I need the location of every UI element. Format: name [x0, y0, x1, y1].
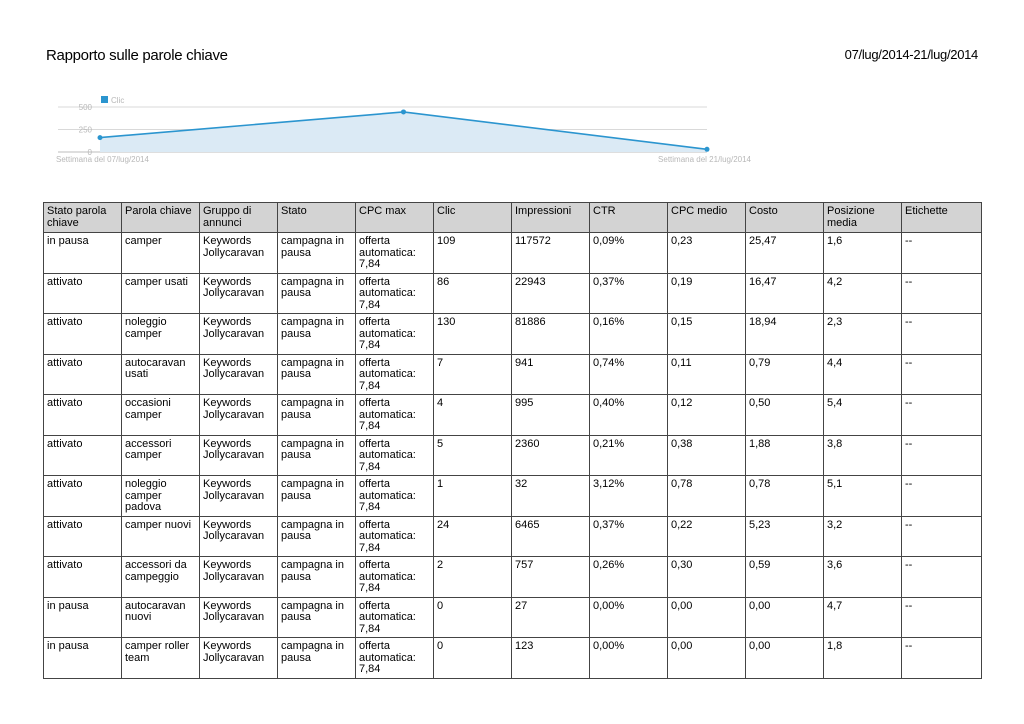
table-cell: 0,00: [668, 638, 746, 679]
table-cell: 0,50: [746, 395, 824, 436]
table-cell: Keywords Jollycaravan: [200, 435, 278, 476]
table-cell: 18,94: [746, 314, 824, 355]
table-cell: --: [902, 395, 982, 436]
table-cell: attivato: [44, 354, 122, 395]
table-cell: 0,21%: [590, 435, 668, 476]
table-cell: campagna in pausa: [278, 395, 356, 436]
y-tick-label: 500: [78, 103, 92, 112]
table-row: [44, 476, 982, 517]
table-cell: 0,22: [668, 516, 746, 557]
table-cell: offerta automatica: 7,84: [356, 354, 434, 395]
table-cell: offerta automatica: 7,84: [356, 435, 434, 476]
clicks-chart: [0, 0, 1024, 190]
table-cell: campagna in pausa: [278, 233, 356, 274]
table-cell: camper nuovi: [122, 516, 200, 557]
table-cell: 0,23: [668, 233, 746, 274]
table-cell: 24: [434, 516, 512, 557]
table-cell: campagna in pausa: [278, 476, 356, 517]
report-date-range: 07/lug/2014-21/lug/2014: [844, 47, 978, 62]
table-cell: campagna in pausa: [278, 557, 356, 598]
table-cell: --: [902, 233, 982, 274]
table-cell: accessori da campeggio: [122, 557, 200, 598]
table-cell: 5: [434, 435, 512, 476]
table-row: [44, 638, 982, 679]
column-header: Stato parola chiave: [44, 203, 122, 233]
table-cell: --: [902, 476, 982, 517]
table-cell: accessori camper: [122, 435, 200, 476]
table-cell: 0,30: [668, 557, 746, 598]
legend-label: Clic: [111, 96, 125, 105]
table-cell: attivato: [44, 476, 122, 517]
table-cell: Keywords Jollycaravan: [200, 597, 278, 638]
data-point: [401, 109, 406, 114]
table-cell: 0,19: [668, 273, 746, 314]
table-cell: 0,00: [746, 638, 824, 679]
table-cell: in pausa: [44, 233, 122, 274]
table-cell: 7: [434, 354, 512, 395]
table-cell: 5,23: [746, 516, 824, 557]
table-cell: 0,79: [746, 354, 824, 395]
table-cell: 0,78: [746, 476, 824, 517]
table-cell: in pausa: [44, 638, 122, 679]
table-cell: 0,26%: [590, 557, 668, 598]
table-cell: offerta automatica: 7,84: [356, 395, 434, 436]
table-cell: 4,2: [824, 273, 902, 314]
table-cell: 4,7: [824, 597, 902, 638]
table-row: [44, 597, 982, 638]
table-cell: offerta automatica: 7,84: [356, 638, 434, 679]
table-cell: 0,59: [746, 557, 824, 598]
data-point: [98, 135, 103, 140]
table-cell: 86: [434, 273, 512, 314]
table-cell: --: [902, 314, 982, 355]
table-cell: Keywords Jollycaravan: [200, 354, 278, 395]
table-cell: 941: [512, 354, 590, 395]
table-row: [44, 233, 982, 274]
table-cell: 3,6: [824, 557, 902, 598]
column-header: Impressioni: [512, 203, 590, 233]
table-cell: 0,12: [668, 395, 746, 436]
table-row: [44, 314, 982, 355]
table-cell: campagna in pausa: [278, 314, 356, 355]
table-cell: campagna in pausa: [278, 638, 356, 679]
table-cell: Keywords Jollycaravan: [200, 516, 278, 557]
table-cell: 117572: [512, 233, 590, 274]
table-cell: 0,00%: [590, 597, 668, 638]
column-header: Etichette: [902, 203, 982, 233]
table-cell: campagna in pausa: [278, 273, 356, 314]
table-cell: 6465: [512, 516, 590, 557]
table-cell: 4,4: [824, 354, 902, 395]
table-cell: 5,4: [824, 395, 902, 436]
table-cell: 0,38: [668, 435, 746, 476]
table-cell: 0,40%: [590, 395, 668, 436]
table-cell: offerta automatica: 7,84: [356, 557, 434, 598]
table-cell: 22943: [512, 273, 590, 314]
table-cell: Keywords Jollycaravan: [200, 638, 278, 679]
table-cell: 0,11: [668, 354, 746, 395]
table-cell: camper usati: [122, 273, 200, 314]
table-cell: attivato: [44, 314, 122, 355]
table-cell: campagna in pausa: [278, 597, 356, 638]
table-cell: --: [902, 557, 982, 598]
table-row: [44, 273, 982, 314]
column-header: Clic: [434, 203, 512, 233]
table-cell: 0: [434, 597, 512, 638]
table-cell: offerta automatica: 7,84: [356, 516, 434, 557]
table-cell: attivato: [44, 435, 122, 476]
column-header: Stato: [278, 203, 356, 233]
table-cell: --: [902, 354, 982, 395]
table-cell: 130: [434, 314, 512, 355]
table-cell: occasioni camper: [122, 395, 200, 436]
table-cell: 27: [512, 597, 590, 638]
series-area: [100, 112, 707, 152]
column-header: Posizione media: [824, 203, 902, 233]
table-cell: Keywords Jollycaravan: [200, 233, 278, 274]
column-header: CTR: [590, 203, 668, 233]
table-cell: 0,00: [746, 597, 824, 638]
table-cell: 1,6: [824, 233, 902, 274]
table-cell: 81886: [512, 314, 590, 355]
table-cell: --: [902, 597, 982, 638]
table-cell: 32: [512, 476, 590, 517]
y-tick-label: 0: [87, 148, 92, 157]
table-cell: noleggio camper: [122, 314, 200, 355]
table-cell: --: [902, 435, 982, 476]
table-cell: campagna in pausa: [278, 354, 356, 395]
table-cell: 0,15: [668, 314, 746, 355]
table-cell: camper: [122, 233, 200, 274]
table-cell: attivato: [44, 516, 122, 557]
table-cell: 3,2: [824, 516, 902, 557]
table-cell: 3,8: [824, 435, 902, 476]
table-cell: --: [902, 638, 982, 679]
column-header: CPC medio: [668, 203, 746, 233]
x-tick-label: Settimana del 07/lug/2014: [56, 155, 149, 164]
table-cell: 1,88: [746, 435, 824, 476]
table-cell: Keywords Jollycaravan: [200, 273, 278, 314]
table-cell: campagna in pausa: [278, 516, 356, 557]
table-cell: 1: [434, 476, 512, 517]
table-cell: 2360: [512, 435, 590, 476]
table-cell: 0,00: [668, 597, 746, 638]
table-cell: 0,74%: [590, 354, 668, 395]
table-cell: attivato: [44, 557, 122, 598]
data-point: [705, 147, 710, 152]
y-tick-label: 250: [78, 125, 92, 135]
column-header: CPC max: [356, 203, 434, 233]
report-title: Rapporto sulle parole chiave: [46, 47, 228, 64]
table-cell: 0,37%: [590, 273, 668, 314]
table-row: [44, 516, 982, 557]
column-header: Costo: [746, 203, 824, 233]
table-cell: 757: [512, 557, 590, 598]
table-cell: noleggio camper padova: [122, 476, 200, 517]
table-cell: 123: [512, 638, 590, 679]
table-header-row: [44, 203, 982, 233]
table-cell: 0,78: [668, 476, 746, 517]
table-cell: offerta automatica: 7,84: [356, 476, 434, 517]
table-cell: attivato: [44, 273, 122, 314]
table-cell: offerta automatica: 7,84: [356, 273, 434, 314]
table-cell: offerta automatica: 7,84: [356, 233, 434, 274]
table-cell: in pausa: [44, 597, 122, 638]
table-cell: 3,12%: [590, 476, 668, 517]
table-row: [44, 395, 982, 436]
table-cell: 4: [434, 395, 512, 436]
column-header: Parola chiave: [122, 203, 200, 233]
x-tick-label: Settimana del 21/lug/2014: [658, 155, 751, 164]
table-cell: Keywords Jollycaravan: [200, 314, 278, 355]
table-cell: attivato: [44, 395, 122, 436]
table-cell: 25,47: [746, 233, 824, 274]
table-cell: camper roller team: [122, 638, 200, 679]
keywords-table: [43, 202, 982, 679]
table-row: [44, 557, 982, 598]
legend-swatch: [101, 96, 108, 103]
table-cell: --: [902, 516, 982, 557]
table-cell: 0,00%: [590, 638, 668, 679]
table-cell: --: [902, 273, 982, 314]
table-cell: 995: [512, 395, 590, 436]
table-cell: Keywords Jollycaravan: [200, 557, 278, 598]
table-cell: 2: [434, 557, 512, 598]
table-row: [44, 354, 982, 395]
table-row: [44, 435, 982, 476]
table-cell: autocaravan usati: [122, 354, 200, 395]
table-cell: 0,09%: [590, 233, 668, 274]
table-cell: 0,37%: [590, 516, 668, 557]
table-cell: offerta automatica: 7,84: [356, 597, 434, 638]
table-cell: 0: [434, 638, 512, 679]
table-cell: campagna in pausa: [278, 435, 356, 476]
table-cell: 0,16%: [590, 314, 668, 355]
table-cell: 16,47: [746, 273, 824, 314]
column-header: Gruppo di annunci: [200, 203, 278, 233]
table-cell: 2,3: [824, 314, 902, 355]
table-cell: 1,8: [824, 638, 902, 679]
table-cell: Keywords Jollycaravan: [200, 476, 278, 517]
table-cell: offerta automatica: 7,84: [356, 314, 434, 355]
table-cell: 109: [434, 233, 512, 274]
table-cell: 5,1: [824, 476, 902, 517]
table-cell: Keywords Jollycaravan: [200, 395, 278, 436]
table-cell: autocaravan nuovi: [122, 597, 200, 638]
